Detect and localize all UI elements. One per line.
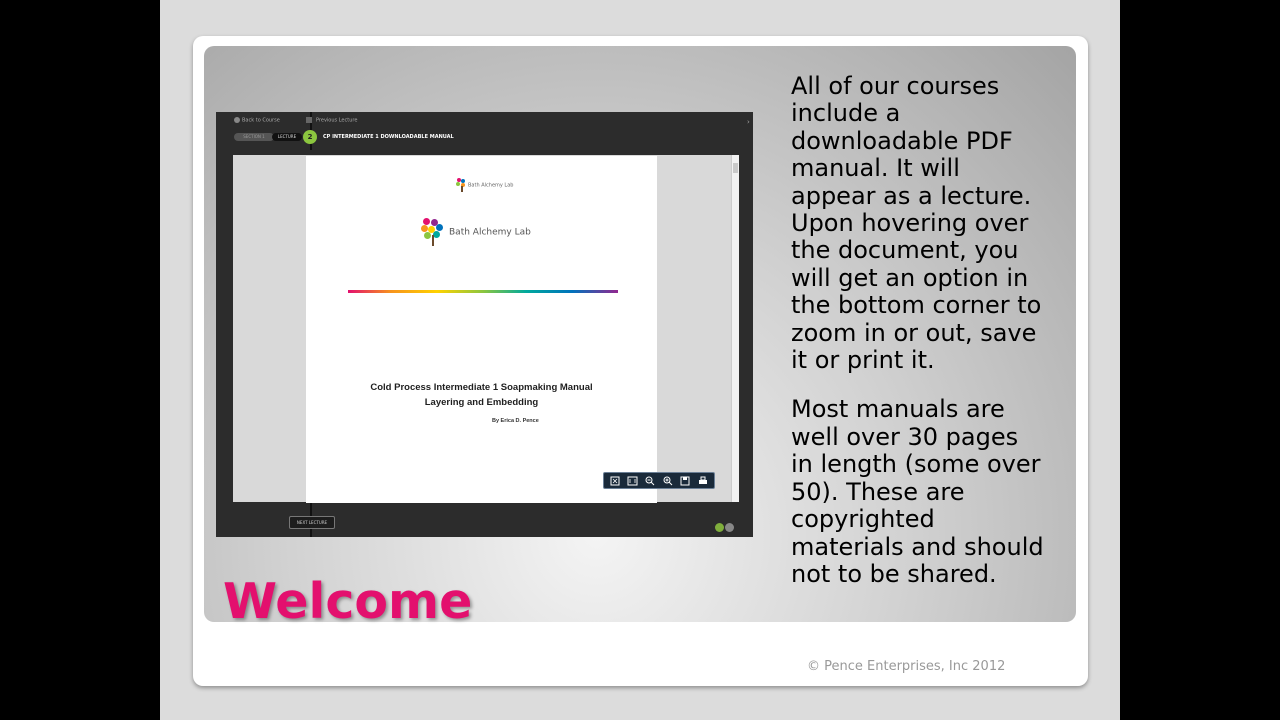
lecture-number-badge: 2 [303,130,317,144]
previous-lecture-label: Previous Lecture [316,117,358,124]
document-subtitle: Layering and Embedding [424,397,539,408]
logo-small-text: Bath Alchemy Lab [468,182,514,189]
lecture-title: CP INTERMEDIATE 1 DOWNLOADABLE MANUAL [323,134,454,140]
paragraph-copyright-note: Most manuals are well over 30 pages in length (some over 50). These are copyrighted materials and should not to be shared. [791,395,1044,588]
back-icon [234,117,240,123]
fit-page-icon[interactable] [609,475,621,487]
scrollbar-thumb[interactable] [733,163,738,173]
player-top-bar [216,112,753,150]
zoom-out-icon[interactable] [644,475,656,487]
back-to-course-link[interactable] [234,117,280,124]
back-to-course-label: Back to Course [242,117,280,124]
pdf-scrollbar[interactable] [731,155,739,502]
next-dot-icon[interactable] [725,523,734,532]
document-title: Cold Process Intermediate 1 Soapmaking Manual [370,382,593,393]
chevron-right-icon[interactable]: › [747,118,750,126]
logo-large [421,218,531,246]
fit-width-icon[interactable] [626,475,638,487]
copyright-footer: © Pence Enterprises, Inc 2012 [807,659,1006,674]
pdf-toolbar [603,472,715,489]
slide-heading: Welcome [223,573,473,630]
save-icon[interactable] [679,475,691,487]
lecture-pill: LECTURE [272,133,302,141]
status-dots [715,517,735,536]
document-byline: By Erica D. Pence [492,418,539,424]
tree-logo-icon [456,178,466,192]
tree-logo-icon [421,218,443,246]
previous-lecture-link[interactable] [306,117,357,124]
pdf-page [306,156,657,503]
paragraph-features: All of our courses include a downloadable PDF manual. It will appear as a lecture. Upon hovering over the document, you will get an option in the bottom corner to zoom in or out, save it or print it. [791,72,1042,375]
section-pill: SECTION 1 [234,133,274,141]
zoom-in-icon[interactable] [662,475,674,487]
complete-dot-icon[interactable] [715,523,724,532]
rainbow-divider [348,290,618,293]
course-player-screenshot [216,112,753,537]
previous-icon [306,117,312,123]
logo-small [456,178,513,192]
print-icon[interactable] [697,475,709,487]
logo-large-text: Bath Alchemy Lab [449,227,531,238]
next-lecture-button[interactable]: NEXT LECTURE [289,516,335,529]
description-text [791,73,1071,588]
